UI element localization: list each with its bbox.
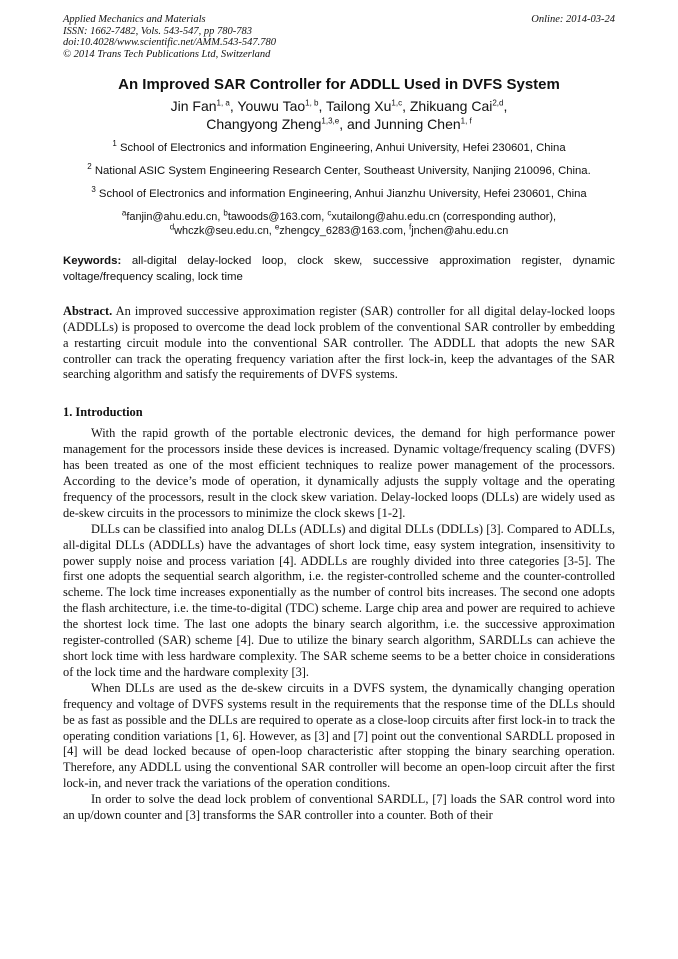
author-conjunction: and xyxy=(347,116,375,133)
body-paragraph: DLLs can be classified into analog DLLs (ADLLs) and digital DLLs (DDLLs) [3]. Compared to ADLLs, all-digital DLLs (ADDLLs) have the advantages of short lock time, easy system integration, insensitivity to power supply noise and process variation [4]. ADDLLs are roughly divided into three categories [3-5]. The first one adopts the sequential search algorithm, i.e. the register-controlled scheme and the counter-controlled scheme. The lock time increases exponentially as the number of control bits increases. The second one adopts the flash architecture, i.e. the time-to-digital (TDC) scheme. Large chip area and power are required to achieve the shortest lock time. The last one adopts the binary search algorithm, i.e. the successive approximation register-controlled (SAR) scheme [4]. Due to utilize the binary search algorithm, SARDLLs can achieve the short lock time with less hardware complexity. The SAR scheme seems to be a better choice in considerations of the lock time and the hardware complexity [3]. xyxy=(63,521,615,679)
doi-line: doi:10.4028/www.scientific.net/AMM.543-547.780 xyxy=(63,37,276,49)
copyright-line: © 2014 Trans Tech Publications Ltd, Switzerland xyxy=(63,48,271,60)
paper-title: An Improved SAR Controller for ADDLL Used in DVFS System xyxy=(118,76,560,94)
author-name: Tailong Xu xyxy=(326,98,392,115)
author-affiliation-marker: 1, a xyxy=(216,98,230,108)
affiliation-text: National ASIC System Engineering Research Center, Southeast University, Nanjing 210096, China. xyxy=(94,165,591,178)
affiliation-2 xyxy=(63,164,615,179)
author-name: Junning Chen xyxy=(374,116,461,133)
body-paragraph: With the rapid growth of the portable electronic devices, the demand for high performance power management for the processors inside these devices is increased. Dynamic voltage/frequency scaling (DVFS) has been treated as one of the most efficient techniques to realize power management of the processors. According to the device’s mode of operation, it dynamically adjusts the supply voltage and the operating frequency of the processors, result in the clock skew variation. Delay-locked loops (DLLs) are widely used as de-skew circuits in the processors to minimize the clock skews [1-2]. xyxy=(63,426,615,520)
keywords xyxy=(63,254,615,284)
affiliation-marker: 2 xyxy=(87,162,92,172)
abstract xyxy=(63,304,615,384)
email-link[interactable]: fanjin@ahu.edu.cn, xyxy=(126,211,221,224)
keywords-label: Keywords: xyxy=(63,255,122,268)
author-emails: $^a$fanjin@ahu.edu.cn, $^b$tawoods@163.com, $^c$xutailong@ahu.edu.cn (corresponding author), $^d$whczk@seu.edu.cn, $^e$zhengcy_6283@163.com, $^f$jnchen@ahu.edu.cn xyxy=(121,208,557,238)
journal-header xyxy=(63,14,615,60)
affiliation-text: School of Electronics and information Engineering, Anhui University, Hefei 230601, China xyxy=(119,142,566,155)
affiliation-marker: 3 xyxy=(91,185,96,195)
author-affiliation-marker: 1, f xyxy=(460,116,472,126)
author-name: Youwu Tao xyxy=(237,98,306,115)
body-paragraph: When DLLs are used as the de-skew circuits in a DVFS system, the dynamically changing operation frequency and voltage of DVFS systems result in the requirements that the response time of the DLLs should be as fast as possible and the DLLs are required to operate as a close-loop circuits after first lock-in to track the operating condition variations [1, 6]. However, as [3] and [7] point out the conventional SARDLL proposed in [4] will be dead locked because of open-loop characteristic after stopping the binary searching operation. Therefore, any ADDLL using the conventional SAR controller will become an open-loop circuit after the first lock-in, and never track the variations of the operation conditions. xyxy=(63,680,615,791)
abstract-label: Abstract. xyxy=(63,303,113,318)
email-link[interactable]: jnchen@ahu.edu.cn xyxy=(411,225,509,238)
affiliation-1 xyxy=(63,141,615,156)
author-affiliation-marker: 2,d xyxy=(492,98,504,108)
email-link[interactable]: whczk@seu.edu.cn, xyxy=(174,225,272,238)
author-name: Jin Fan xyxy=(170,98,217,115)
affiliation-3 xyxy=(63,187,615,202)
email-link[interactable]: tawoods@163.com, xyxy=(227,211,325,224)
author-list: Jin Fan$^{1, a}$, Youwu Tao$^{1, b}$, Tailong Xu$^{1,c}$, Zhikuang Cai$^{2,d}$, Changyong Zheng$^{1,3,e}$, and Junning Chen$^{1, f}$ xyxy=(170,98,508,133)
section-heading: 1. Introduction xyxy=(63,405,143,420)
body-paragraph: In order to solve the dead lock problem of conventional SARDLL, [7] loads the SAR control word into an up/down counter and [3] transforms the SAR controller into a counter. Both of their xyxy=(63,792,615,823)
keywords-text: all-digital delay-locked loop, clock skew, successive approximation register, dynamic voltage/frequency scaling, lock time xyxy=(63,255,615,283)
author-name: Zhikuang Cai xyxy=(409,98,493,115)
email-link[interactable]: zhengcy_6283@163.com, xyxy=(279,225,406,238)
paper-page xyxy=(63,14,615,824)
abstract-text: An improved successive approximation register (SAR) controller for all digital delay-locked loops (ADDLLs) is proposed to overcome the dead lock problem of the conventional SAR controller by embedding a restarting circuit module into the conventional SAR controller. The ADDLL that adopts the new SAR controller can track the operating frequency variation after the first lock-in, keep the advantages of the SAR searching algorithm and satisfy the requirements of DVFS systems. xyxy=(63,303,615,382)
online-date: Online: 2014-03-24 xyxy=(531,14,615,25)
affiliation-text: School of Electronics and information Engineering, Anhui Jianzhu University, Hefei 230601, China xyxy=(98,188,587,201)
affiliation-marker: 1 xyxy=(112,139,117,149)
author-affiliation-marker: 1, b xyxy=(305,98,319,108)
issn-line: ISSN: 1662-7482, Vols. 543-547, pp 780-783 xyxy=(63,25,252,37)
author-affiliation-marker: 1,3,e xyxy=(321,116,340,126)
journal-name: Applied Mechanics and Materials xyxy=(63,14,206,25)
email-link[interactable]: xutailong@ahu.edu.cn (corresponding author), xyxy=(331,211,557,224)
author-name: Changyong Zheng xyxy=(206,116,322,133)
author-affiliation-marker: 1,c xyxy=(391,98,403,108)
